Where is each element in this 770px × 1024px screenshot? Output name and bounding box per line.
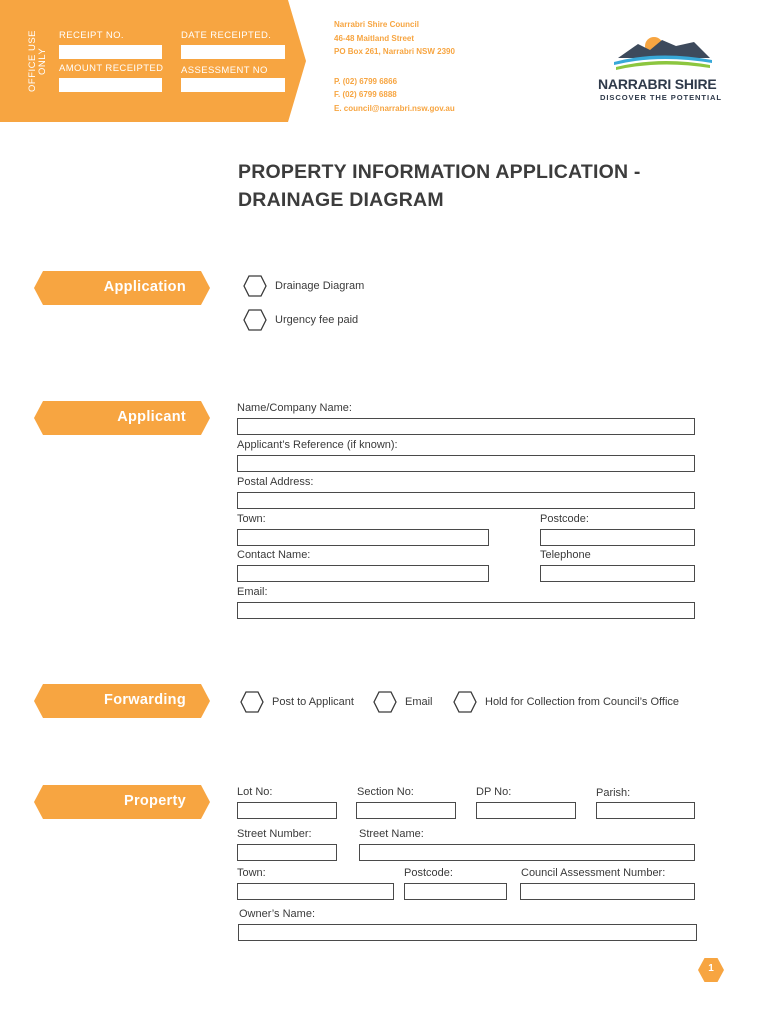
telephone-field[interactable] [540, 565, 695, 582]
property-town-label: Town: [237, 867, 266, 879]
office-use-panel [0, 0, 306, 122]
name-company-label: Name/Company Name: [237, 402, 352, 414]
hexagon-checkbox-icon[interactable] [243, 309, 267, 331]
contact-name-field[interactable] [237, 565, 489, 582]
date-receipted-field[interactable] [181, 45, 285, 59]
option-email[interactable] [373, 690, 433, 714]
option-label: Hold for Collection from Council’s Office [485, 696, 680, 708]
council-street: 46-48 Maitland Street [334, 33, 415, 43]
option-post-to-applicant[interactable] [240, 690, 354, 714]
assessment-no-label: ASSESSMENT NO [181, 65, 268, 76]
page-number-badge [698, 958, 724, 982]
name-company-field[interactable] [237, 418, 695, 435]
council-email: E. council@narrabri.nsw.gov.au [334, 103, 455, 113]
applicant-town-label: Town: [237, 513, 266, 525]
logo-tagline: DISCOVER THE POTENTIAL [600, 93, 722, 102]
hexagon-checkbox-icon[interactable] [243, 275, 267, 297]
logo-name: NARRABRI SHIRE [598, 76, 717, 92]
hexagon-checkbox-icon[interactable] [240, 691, 264, 713]
hexagon-checkbox-icon[interactable] [373, 691, 397, 713]
council-assessment-number-label: Council Assessment Number: [521, 867, 666, 879]
postal-address-label: Postal Address: [237, 476, 314, 488]
parish-field[interactable] [596, 802, 695, 819]
option-label: Post to Applicant [272, 696, 354, 708]
street-name-label: Street Name: [359, 828, 424, 840]
dp-no-field[interactable] [476, 802, 576, 819]
logo-mountain-icon [598, 32, 728, 76]
owners-name-field[interactable] [238, 924, 697, 941]
amount-receipted-label: AMOUNT RECEIPTED [59, 63, 164, 74]
option-label: Urgency fee paid [275, 314, 359, 326]
applicant-town-field[interactable] [237, 529, 489, 546]
date-receipted-label: DATE RECEIPTED. [181, 30, 272, 41]
contact-name-label: Contact Name: [237, 549, 311, 561]
email-field[interactable] [237, 602, 695, 619]
council-phone: P. (02) 6799 6866 [334, 76, 398, 86]
council-po-box: PO Box 261, Narrabri NSW 2390 [334, 47, 455, 56]
option-urgency-fee-paid[interactable] [243, 308, 358, 332]
lot-no-field[interactable] [237, 802, 337, 819]
title-line-2: DRAINAGE DIAGRAM [238, 189, 444, 211]
applicant-reference-field[interactable] [237, 455, 695, 472]
council-fax: F. (02) 6799 6888 [334, 90, 397, 99]
property-postcode-field[interactable] [404, 883, 507, 900]
street-number-label: Street Number: [237, 828, 312, 840]
parish-label: Parish: [596, 787, 631, 799]
amount-receipted-field[interactable] [59, 78, 162, 92]
council-name: Narrabri Shire Council [334, 20, 419, 29]
applicant-postcode-field[interactable] [540, 529, 695, 546]
section-tab-label: Application [103, 279, 186, 295]
section-tab-property [34, 785, 210, 819]
email-label: Email: [237, 586, 268, 598]
section-no-field[interactable] [356, 802, 456, 819]
section-tab-applicant [34, 401, 210, 435]
section-tab-label: Forwarding [104, 692, 186, 708]
receipt-no-label: RECEIPT NO. [59, 30, 124, 41]
property-town-field[interactable] [237, 883, 394, 900]
assessment-no-field[interactable] [181, 78, 285, 92]
council-contact-info [334, 18, 455, 115]
section-tab-application [34, 271, 210, 305]
title-line-1: PROPERTY INFORMATION APPLICATION - [238, 161, 641, 183]
section-tab-forwarding [34, 684, 210, 718]
council-assessment-number-field[interactable] [520, 883, 695, 900]
narrabri-shire-logo [598, 32, 728, 104]
hexagon-checkbox-icon[interactable] [453, 691, 477, 713]
street-number-field[interactable] [237, 844, 337, 861]
applicant-postcode-label: Postcode: [540, 513, 589, 525]
receipt-no-field[interactable] [59, 45, 162, 59]
lot-no-label: Lot No: [237, 786, 273, 798]
option-label: Email [405, 696, 433, 708]
street-name-field[interactable] [359, 844, 695, 861]
owners-name-label: Owner’s Name: [239, 908, 316, 920]
postal-address-field[interactable] [237, 492, 695, 509]
option-hold-for-collection[interactable] [453, 690, 679, 714]
page-number: 1 [708, 963, 714, 974]
option-label: Drainage Diagram [275, 280, 365, 292]
section-tab-label: Property [123, 793, 186, 809]
property-postcode-label: Postcode: [404, 867, 453, 879]
office-use-label: OFFICE USE ONLY [27, 29, 48, 92]
section-tab-label: Applicant [117, 409, 186, 425]
section-no-label: Section No: [357, 786, 414, 798]
option-drainage-diagram[interactable] [243, 274, 364, 298]
applicant-reference-label: Applicant’s Reference (if known): [237, 439, 398, 451]
dp-no-label: DP No: [476, 786, 512, 798]
telephone-label: Telephone [540, 549, 591, 561]
page-title [238, 158, 641, 214]
